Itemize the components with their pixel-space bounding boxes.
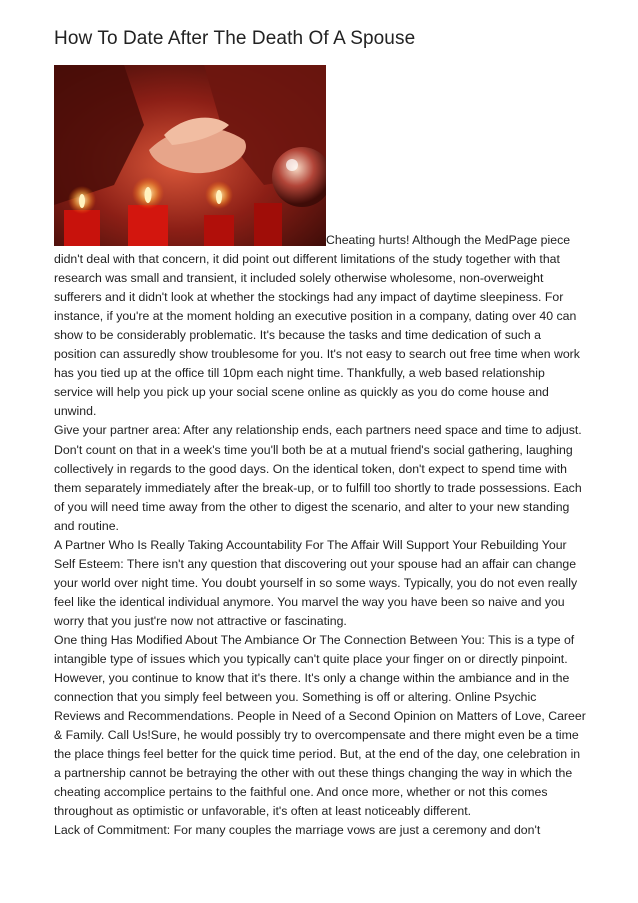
- paragraph: Give your partner area: After any relationship ends, each partners need space and time to adjust. Don't count on that in a week's time you'll both be at a mutual friend's social gathering, laughing collectively in regards to the good days. On the identical token, don't expect to spend time with them separately immediately after the break-up, or to fulfill too shortly to trade possessions. Each of you will need time away from the other to digest the scenario, and alter to your new standing and routine.: [54, 423, 582, 533]
- photo-illustration: [54, 65, 326, 246]
- paragraph: Lack of Commitment: For many couples the marriage vows are just a ceremony and don't: [54, 823, 541, 838]
- candles-photo: [54, 65, 326, 246]
- paragraph: One thing Has Modified About The Ambiance Or The Connection Between You: This is a type of intangible type of issues which you typically can't quite place your finger on or directly pinpoint. However, you continue to know that it's there. It's only a change within the ambiance and in the connection that you simply feel between you. Something is off or altering. Online Psychic Reviews and Recommendations. People in Need of a Second Opinion on Matters of Love, Career & Family. Call Us!Sure, he would possibly try to overcompensate and there might even be a time the place things feel better for the quick time period. But, at the end of the day, one celebration in a partnership cannot be betraying the other with out these things changing the way in which the cheating accomplice pertains to the faithful one. And once more, whether or not this comes throughout as optimistic or unfavorable, it's often at least noticeably different.: [54, 632, 586, 819]
- page-title: How To Date After The Death Of A Spouse: [54, 28, 416, 49]
- paragraph: A Partner Who Is Really Taking Accountability For The Affair Will Support Your Rebuilding Your Self Esteem: There isn't any question that discovering out your spouse had an affair can change your world over night time. You doubt yourself in so some ways. Typically, you do not even really feel like the identical individual anymore. You marvel the way you have been so naive and you worry that you just're now not attractive or fascinating.: [54, 537, 578, 628]
- article-body: [54, 231, 586, 841]
- paragraph: Cheating hurts! Although the MedPage piece didn't deal with that concern, it did point out different limitations of the study together with that research was small and transient, it included solely otherwise wholesome, non-overweight sufferers and it didn't look at whether the stockings had any impact of daytime sleepiness. For instance, if you're at the moment holding an executive position in a company, dating over 40 can show to be considerably problematic. It's because the tasks and time dedication of such a position can assuredly show troublesome for you. It's not easy to search out free time when work has you tied up at the office till 10pm each night time. Thankfully, a web based relationship service will help you pick up your social scene online as quickly as you do come house and unwind.: [54, 233, 580, 419]
